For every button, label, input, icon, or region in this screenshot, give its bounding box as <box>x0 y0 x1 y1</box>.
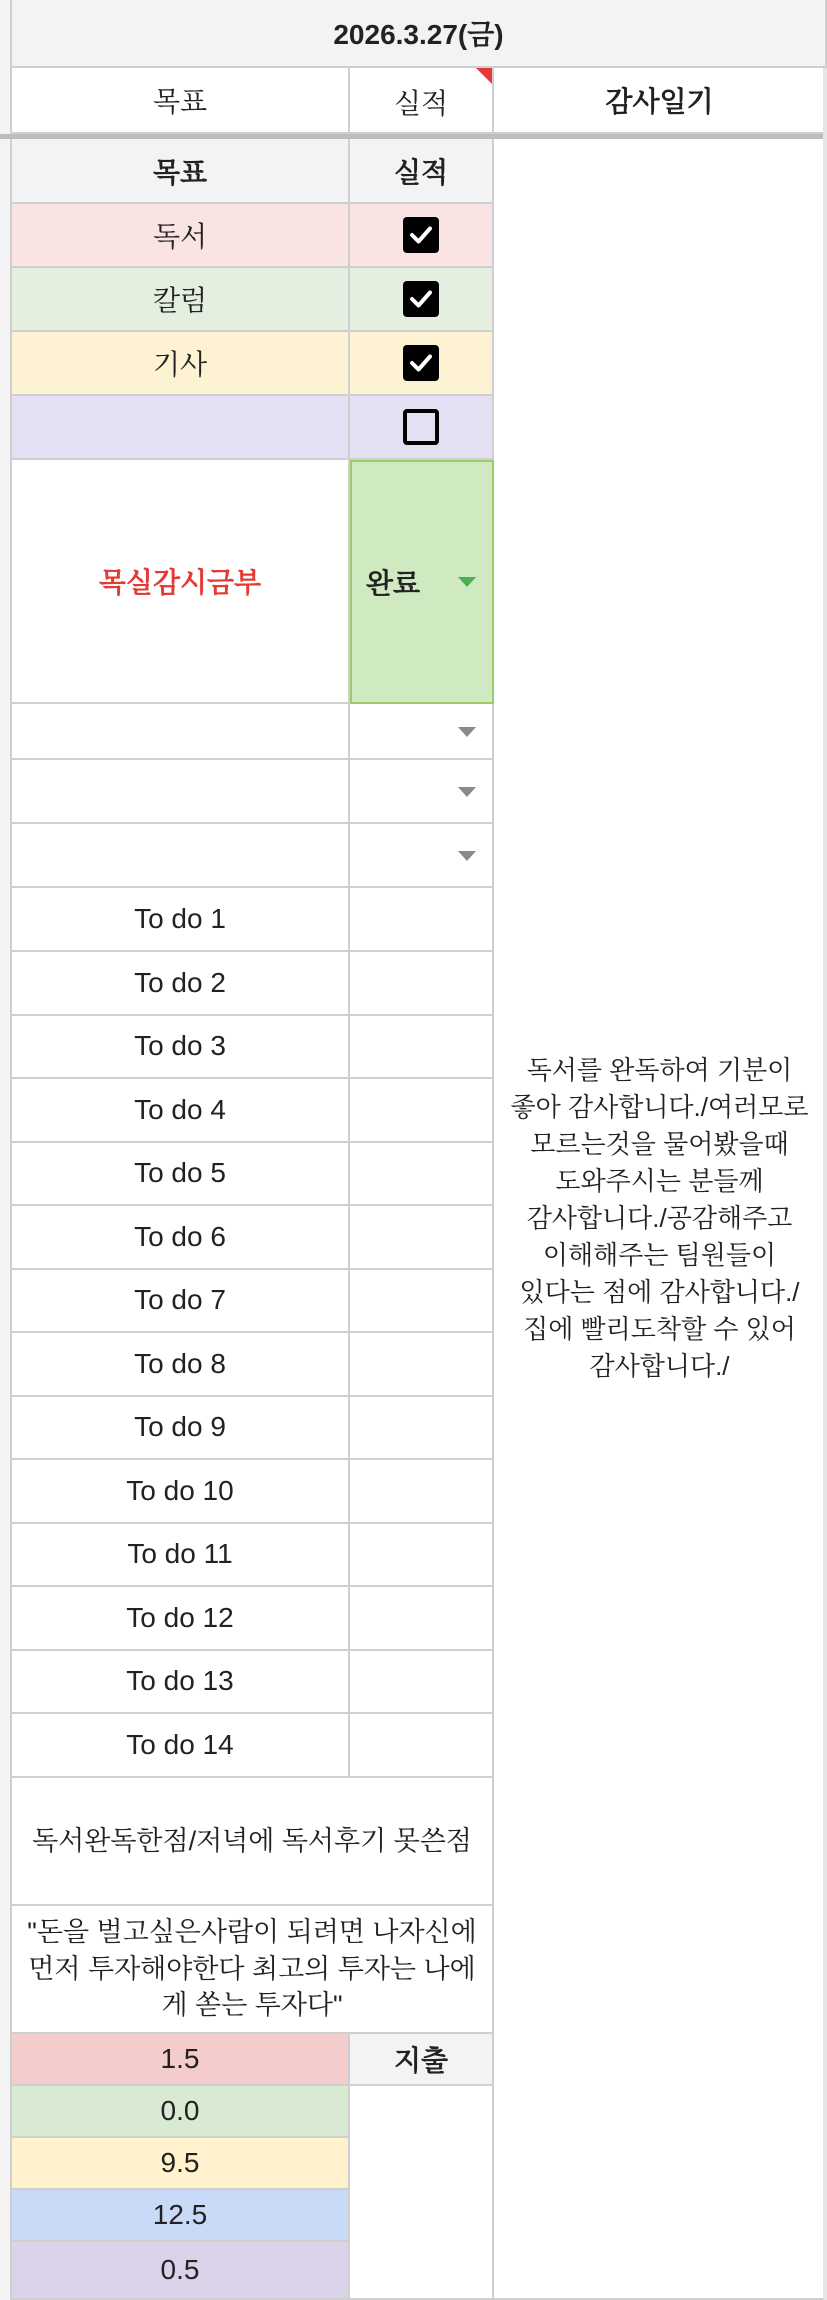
check-icon <box>408 286 434 312</box>
value-text: 1.5 <box>160 2043 200 2074</box>
gratitude-header[interactable] <box>494 68 827 134</box>
quote-text: "돈을 벌고싶은사람이 되려면 나자신에 먼저 투자해야한다 최고의 투자는 나에게 쏟는 투자다" <box>27 1917 477 2021</box>
todo-result[interactable] <box>350 1079 494 1143</box>
todo-item[interactable]: To do 4 <box>12 1079 350 1143</box>
todo-item[interactable]: To do 3 <box>12 1015 350 1079</box>
goal-cell[interactable] <box>12 396 350 460</box>
habit-status-dropdown[interactable] <box>350 460 494 704</box>
gratitude-cell[interactable] <box>494 139 827 2300</box>
todo-item[interactable]: To do 8 <box>12 1333 350 1397</box>
value-text: 9.5 <box>160 2147 200 2178</box>
value-cell[interactable] <box>12 2190 350 2242</box>
dropdown-caret-icon[interactable] <box>458 727 476 737</box>
goal-result-cell[interactable] <box>350 204 494 268</box>
todo-item[interactable]: To do 6 <box>12 1206 350 1270</box>
reflection-text: 독서완독한점/저녁에 독서후기 못쓴점 <box>32 1825 472 1856</box>
checkbox-checked[interactable] <box>403 345 439 381</box>
dropdown-row-select[interactable] <box>350 760 494 824</box>
todo-item[interactable]: To do 10 <box>12 1460 350 1524</box>
todo-result[interactable] <box>350 1206 494 1270</box>
todo-result[interactable] <box>350 1523 494 1587</box>
todo-item[interactable]: To do 7 <box>12 1269 350 1333</box>
todo-result[interactable] <box>350 1015 494 1079</box>
date-header[interactable] <box>12 0 827 68</box>
value-cell[interactable] <box>12 2034 350 2086</box>
dropdown-row-select[interactable] <box>350 824 494 888</box>
check-icon <box>408 350 434 376</box>
todo-result[interactable] <box>350 1650 494 1714</box>
value-text: 0.5 <box>160 2254 200 2285</box>
top-goal-header-text: 목표 <box>152 86 208 117</box>
expense-header[interactable] <box>350 2034 494 2086</box>
dropdown-row-select[interactable] <box>350 704 494 760</box>
value-cell[interactable] <box>12 2138 350 2190</box>
dropdown-caret-icon[interactable] <box>458 577 476 587</box>
todo-result[interactable] <box>350 1460 494 1524</box>
comment-indicator-icon[interactable] <box>476 68 492 84</box>
quote-cell[interactable] <box>12 1906 494 2034</box>
checkbox-checked[interactable] <box>403 217 439 253</box>
goal-result-cell[interactable] <box>350 268 494 332</box>
goal-label: 독서 <box>152 221 208 252</box>
left-gutter <box>0 0 12 2300</box>
todo-result[interactable] <box>350 1269 494 1333</box>
right-edge[interactable] <box>823 68 827 2300</box>
todo-item[interactable]: To do 5 <box>12 1142 350 1206</box>
goal-label: 칼럼 <box>152 285 208 316</box>
todo-item[interactable]: To do 14 <box>12 1714 350 1778</box>
checkbox-checked[interactable] <box>403 281 439 317</box>
dropdown-row-label[interactable] <box>12 824 350 888</box>
habit-label: 목실감시금부 <box>98 567 262 598</box>
check-icon <box>408 222 434 248</box>
dropdown-row-label[interactable] <box>12 760 350 824</box>
results-header[interactable] <box>350 139 494 204</box>
reflection-cell[interactable] <box>12 1778 494 1906</box>
checkbox-unchecked[interactable] <box>403 409 439 445</box>
todo-item[interactable]: To do 2 <box>12 952 350 1016</box>
gratitude-header-text: 감사일기 <box>605 86 714 117</box>
results-header-text: 실적 <box>393 156 449 188</box>
todo-result[interactable] <box>350 888 494 952</box>
habit-status-text: 완료 <box>366 568 421 599</box>
goal-result-cell[interactable] <box>350 396 494 460</box>
habit-label-cell[interactable] <box>12 460 350 704</box>
todo-item[interactable]: To do 1 <box>12 888 350 952</box>
goal-result-cell[interactable] <box>350 332 494 396</box>
todo-item[interactable]: To do 13 <box>12 1650 350 1714</box>
top-goal-header[interactable] <box>12 68 350 134</box>
todo-result[interactable] <box>350 1396 494 1460</box>
todo-result[interactable] <box>350 1333 494 1397</box>
dropdown-caret-icon[interactable] <box>458 851 476 861</box>
goals-header-text: 목표 <box>152 156 208 188</box>
top-result-header-text: 실적 <box>393 88 449 119</box>
todo-item[interactable]: To do 9 <box>12 1396 350 1460</box>
todo-result[interactable] <box>350 1714 494 1778</box>
date-header-text: 2026.3.27(금) <box>333 19 504 50</box>
todo-result[interactable] <box>350 1587 494 1651</box>
gratitude-text: 독서를 완독하여 기분이 좋아 감사합니다./여러모로 모르는것을 물어봤을때 도와주시는 분들께 감사합니다./공감해주고 이해해주는 팀원들이 있다는 점에 감사합니다./집에 빨리도착할 수 있어 감사합니다./ <box>510 1055 809 1381</box>
top-result-header[interactable] <box>350 68 494 134</box>
todo-result[interactable] <box>350 952 494 1016</box>
goal-cell[interactable] <box>12 268 350 332</box>
todo-result[interactable] <box>350 1142 494 1206</box>
value-text: 0.0 <box>160 2095 200 2126</box>
todo-item[interactable]: To do 11 <box>12 1523 350 1587</box>
value-cell[interactable] <box>12 2242 350 2300</box>
todo-item[interactable]: To do 12 <box>12 1587 350 1651</box>
value-cell[interactable] <box>12 2086 350 2138</box>
goal-label: 기사 <box>152 349 208 380</box>
value-text: 12.5 <box>152 2199 208 2230</box>
expense-header-text: 지출 <box>393 2045 449 2076</box>
goal-cell[interactable] <box>12 204 350 268</box>
goal-cell[interactable] <box>12 332 350 396</box>
goals-header[interactable] <box>12 139 350 204</box>
dropdown-row-label[interactable] <box>12 704 350 760</box>
expense-cell[interactable] <box>350 2086 494 2300</box>
dropdown-caret-icon[interactable] <box>458 787 476 797</box>
